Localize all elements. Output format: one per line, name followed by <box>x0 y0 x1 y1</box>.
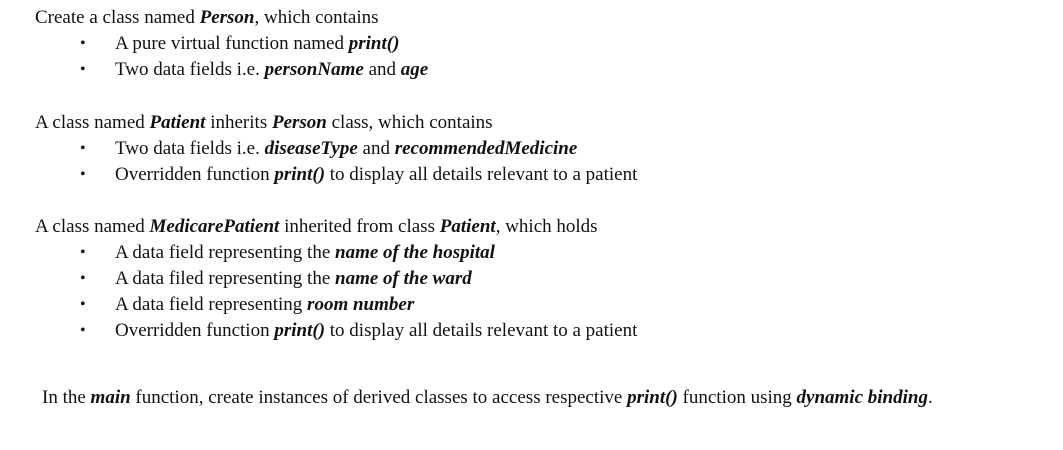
text-run: A data filed representing the <box>115 268 336 289</box>
emphasized-text: main <box>90 387 131 408</box>
list-item <box>35 31 1043 57</box>
bullet-icon: • <box>80 35 86 52</box>
patient-bullet-list <box>35 136 1043 188</box>
list-item <box>35 292 1043 318</box>
text-run: and <box>357 138 395 159</box>
list-item <box>35 318 1043 344</box>
emphasized-text: personName <box>264 59 364 80</box>
text-run: function, create instances of derived classes to access respective <box>130 387 628 408</box>
person-intro <box>35 5 1043 31</box>
emphasized-text: print() <box>274 320 326 341</box>
emphasized-text: diseaseType <box>264 138 358 159</box>
emphasized-text: Patient <box>149 112 206 133</box>
bullet-icon: • <box>80 166 86 183</box>
text-run: . <box>927 387 933 408</box>
text-run: A data field representing the <box>115 242 336 263</box>
list-item <box>35 57 1043 83</box>
list-item <box>35 266 1043 292</box>
emphasized-text: MedicarePatient <box>149 216 280 237</box>
patient-intro <box>35 110 1043 136</box>
emphasized-text: print() <box>274 164 326 185</box>
emphasized-text: dynamic binding <box>796 387 928 408</box>
emphasized-text: Patient <box>439 216 496 237</box>
patient-class-section <box>35 110 1043 188</box>
text-run: Create a class named <box>35 7 200 28</box>
text-run: , which holds <box>495 216 598 237</box>
text-run: A data field representing <box>115 294 308 315</box>
bullet-icon: • <box>80 140 86 157</box>
emphasized-text: print() <box>627 387 678 408</box>
bullet-icon: • <box>80 322 86 339</box>
text-run: A class named <box>35 112 150 133</box>
medicare-patient-class-section <box>35 214 1043 344</box>
text-run: to display all details relevant to a patient <box>325 320 638 341</box>
text-run: to display all details relevant to a patient <box>325 164 638 185</box>
text-run: inherited from class <box>279 216 440 237</box>
emphasized-text: Person <box>199 7 255 28</box>
list-item <box>35 240 1043 266</box>
text-run: function using <box>677 387 797 408</box>
text-run: Overridden function <box>115 164 275 185</box>
emphasized-text: name of the ward <box>335 268 472 289</box>
text-run: A class named <box>35 216 150 237</box>
bullet-icon: • <box>80 296 86 313</box>
main-function-paragraph <box>42 385 1032 411</box>
text-run: A pure virtual function named <box>115 33 349 54</box>
list-item <box>35 136 1043 162</box>
text-run: In the <box>42 387 91 408</box>
text-run: Overridden function <box>115 320 275 341</box>
bullet-icon: • <box>80 270 86 287</box>
emphasized-text: print() <box>348 33 400 54</box>
medicare-patient-bullet-list <box>35 240 1043 344</box>
person-bullet-list <box>35 31 1043 83</box>
text-run: , which contains <box>254 7 379 28</box>
emphasized-text: recommendedMedicine <box>394 138 578 159</box>
medicare-patient-intro <box>35 214 1043 240</box>
text-run: inherits <box>205 112 272 133</box>
emphasized-text: room number <box>307 294 415 315</box>
emphasized-text: Person <box>271 112 327 133</box>
emphasized-text: name of the hospital <box>335 242 495 263</box>
bullet-icon: • <box>80 244 86 261</box>
emphasized-text: age <box>400 59 429 80</box>
text-run: Two data fields i.e. <box>115 138 265 159</box>
list-item <box>35 162 1043 188</box>
text-run: and <box>363 59 401 80</box>
text-run: Two data fields i.e. <box>115 59 265 80</box>
text-run: class, which contains <box>326 112 493 133</box>
person-class-section <box>35 5 1043 83</box>
bullet-icon: • <box>80 61 86 78</box>
